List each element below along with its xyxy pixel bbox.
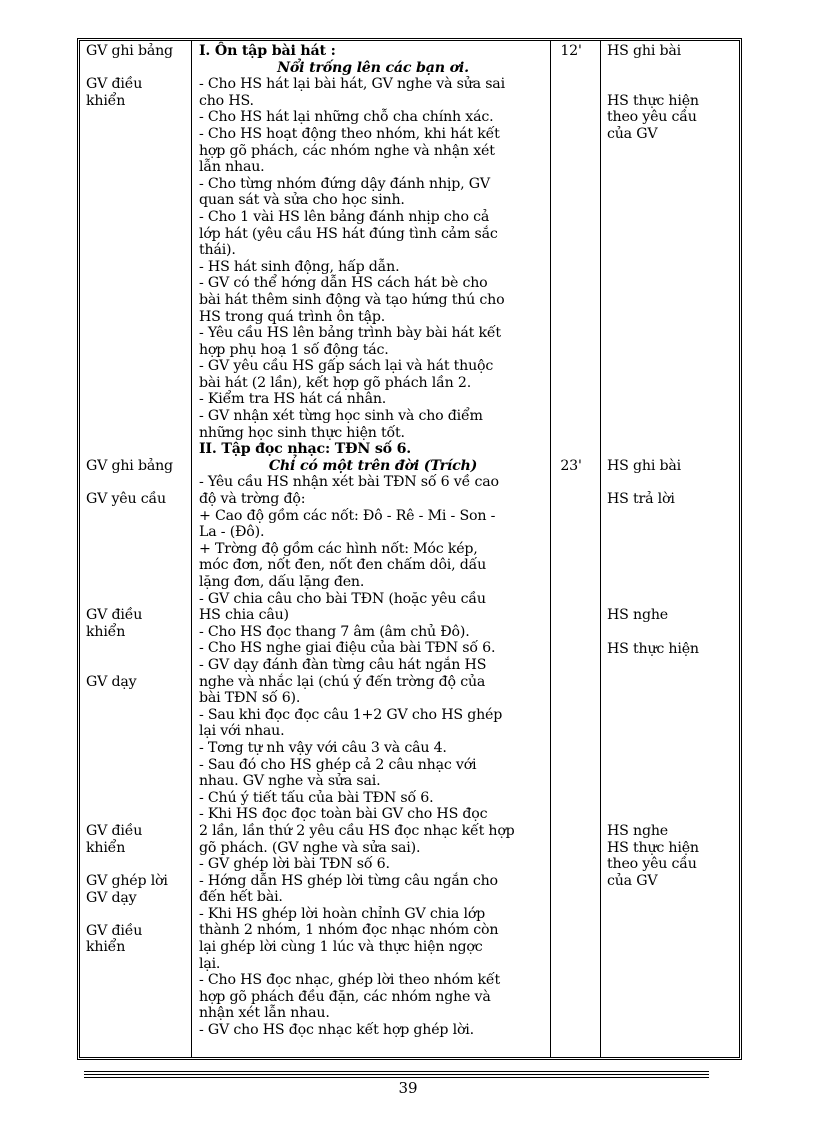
teacher-activity [86,607,194,640]
text-line: - Khi HS ghép lời hoàn chỉnh GV chia lớp [199,905,486,922]
text-line: - GV nhận xét từng học sinh và cho điểm [199,408,483,425]
text-line: - GV cho HS đọc nhạc kết hợp ghép lời. [199,1022,474,1039]
teacher-activity [86,674,194,691]
text-line: - Khi HS đọc đọc toàn bài GV cho HS đọc [199,806,488,823]
text-line: - HS hát sinh động, hấp dẫn. [199,258,400,275]
text-line: - Cho HS đọc nhạc, ghép lời theo nhóm kết [199,972,500,989]
teacher-activity [86,76,194,109]
text-line: - GV có thể hớng dẫn HS cách hát bè cho [199,275,488,292]
text-line: - Cho HS hoạt động theo nhóm, khi hát kết [199,125,500,142]
text-line: - Chú ý tiết tấu của bài TĐN số 6. [199,789,434,806]
footer-rule [84,1074,709,1075]
text-line: - Sau khi đọc đọc câu 1+2 GV cho HS ghép [199,706,503,723]
teacher-activity-line: GV ghi bảng [86,458,173,474]
text-line: lại ghép lời cùng 1 lúc và thực hiện ngợc [199,939,483,956]
student-activity-line: HS nghe [607,607,668,624]
section-1-song-title: Nổi trống lên các bạn ơi. [277,59,469,76]
text-line: HS chia câu) [199,607,289,624]
text-line: + Cao độ gồm các nốt: Đô - Rê - Mi - Son - [199,507,496,524]
teacher-activity [86,43,194,60]
text-line: + Trờng độ gồm các hình nốt: Móc kép, [199,540,478,557]
student-activity [607,823,735,889]
student-activity-line: của GV [607,125,658,142]
text-line: - Cho HS đọc thang 7 âm (âm chủ Đô). [199,623,470,640]
text-line: - GV yêu cầu HS gấp sách lại và hát thuộc [199,358,494,375]
teacher-activity [86,923,194,956]
text-line: thái). [199,242,236,259]
student-activity-line: HS thực hiện [607,839,699,856]
text-line: 2 lần, lần thứ 2 yêu cầu HS đọc nhạc kết hợp [199,822,515,839]
text-line: - Yêu cầu HS nhận xét bài TĐN số 6 về cao [199,474,499,491]
section-2-title: II. Tập đọc nhạc: TĐN số 6. [199,441,412,458]
text-line: lại với nhau. [199,723,285,740]
student-activity [607,607,735,624]
text-line: những học sinh thực hiện tốt. [199,424,405,441]
lesson-table [77,38,742,1060]
teacher-activity-line: GV yêu cầu [86,491,166,508]
student-activity-line: HS ghi bài [607,458,681,474]
section-2-song-title: Chỉ có một trên đời (Trích) [268,457,478,474]
student-activity [607,458,735,475]
lesson-content-column [199,43,547,1039]
teacher-activity-line: GV ghi bảng [86,43,173,59]
student-activity [607,93,735,143]
page-number: 39 [398,1079,418,1097]
teacher-activity-line: GV ghép lời [86,873,168,889]
time-value: 12' [560,43,582,59]
text-line: - Tơng tự nh vậy với câu 3 và câu 4. [199,739,447,756]
student-activity [607,641,735,658]
student-activity-line: HS nghe [607,823,668,840]
section-2-steps [199,474,547,1038]
teacher-activity-line: GV dạy [86,673,137,690]
student-activity-line: HS thực hiện [607,92,699,109]
text-line: nghe và nhắc lại (chú ý đến trờng độ của [199,673,486,690]
footer-rule [84,1077,709,1078]
text-line: nhau. GV nghe và sửa sai. [199,773,381,790]
student-activity-line: HS thực hiện [607,640,699,657]
teacher-activity [86,873,194,906]
student-activity-line: theo yêu cầu [607,856,697,873]
text-line: - Kiểm tra HS hát cá nhân. [199,391,387,408]
text-line: lặng đơn, dấu lặng đen. [199,574,365,590]
text-line: nhận xét lẫn nhau. [199,1005,330,1022]
text-line: - GV chia câu cho bài TĐN (hoặc yêu cầu [199,590,486,607]
text-line: lại. [199,955,221,972]
text-line: hợp phụ hoạ 1 số động tác. [199,341,389,358]
time-value: 23' [560,458,582,474]
teacher-activity-line: khiển [86,623,126,640]
footer-rule [84,1071,709,1072]
text-line: móc đơn, nốt đen, nốt đen chấm dôi, dấu [199,557,487,574]
teacher-activity [86,491,194,508]
text-line: lớp hát (yêu cầu HS hát đúng tình cảm sắc [199,225,498,242]
text-line: đến hết bài. [199,889,283,906]
teacher-activity-line: khiển [86,839,126,856]
section-1-steps [199,76,547,441]
section-1-title: I. Ôn tập bài hát : [199,43,336,59]
text-line: La - (Đô). [199,524,265,541]
student-activity-line: theo yêu cầu [607,109,697,126]
text-line: - Yêu cầu HS lên bảng trình bày bài hát kết [199,325,501,342]
text-line: bài TĐN số 6). [199,690,301,707]
column-divider [550,41,551,1057]
text-line: - Cho HS nghe giai điệu của bài TĐN số 6. [199,640,496,657]
text-line: - Hớng dẫn HS ghép lời từng câu ngắn cho [199,872,498,889]
text-line: - Cho HS hát lại bài hát, GV nghe và sửa sai [199,76,505,93]
text-line: - Sau đó cho HS ghép cả 2 câu nhạc với [199,756,477,773]
text-line: quan sát và sửa cho học sinh. [199,192,405,209]
text-line: thành 2 nhóm, 1 nhóm đọc nhạc nhóm còn [199,922,499,939]
teacher-activity-line: GV điều [86,607,143,624]
text-line: - GV dạy đánh đàn từng câu hát ngắn HS [199,656,487,673]
text-line: - Cho 1 vài HS lên bảng đánh nhịp cho cả [199,208,490,225]
student-activity-line: của GV [607,872,658,889]
teacher-activity [86,458,194,475]
teacher-activity-line: khiển [86,939,126,956]
text-line: bài hát thêm sinh động và tạo hứng thú cho [199,291,505,308]
column-divider [600,41,601,1057]
text-line: - Cho từng nhóm đứng dậy đánh nhịp, GV [199,175,490,192]
teacher-activity-line: GV dạy [86,889,137,906]
teacher-activity-line: GV điều [86,922,143,939]
text-line: hợp gõ phách, các nhóm nghe và nhận xét [199,142,495,159]
student-activity [607,43,735,60]
text-line: gõ phách. (GV nghe và sửa sai). [199,839,421,856]
text-line: - GV ghép lời bài TĐN số 6. [199,856,390,873]
text-line: HS trong quá trình ôn tập. [199,308,386,325]
student-activity-line: HS ghi bài [607,43,681,59]
teacher-activity-line: GV điều [86,823,143,840]
student-activity [607,491,735,508]
text-line: độ và trờng độ: [199,491,306,508]
text-line: - Cho HS hát lại những chỗ cha chính xác. [199,109,494,126]
text-line: lẫn nhau. [199,159,265,176]
student-activity-line: HS trả lời [607,491,675,508]
text-line: cho HS. [199,92,254,109]
teacher-activity [86,823,194,856]
text-line: bài hát (2 lần), kết hợp gõ phách lần 2. [199,374,472,391]
teacher-activity-line: GV điều [86,76,143,93]
text-line: hợp gõ phách đều đặn, các nhóm nghe và [199,988,491,1005]
teacher-activity-line: khiển [86,92,126,109]
